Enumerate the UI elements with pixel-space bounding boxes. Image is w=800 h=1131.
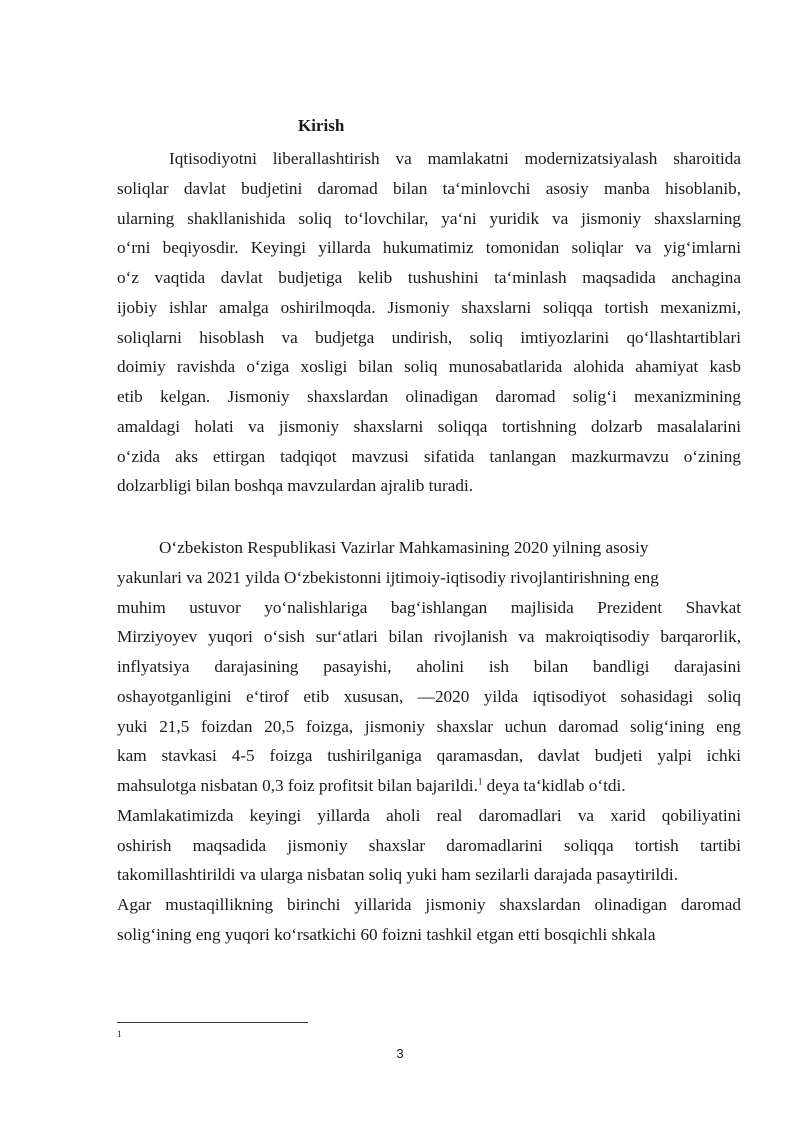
paragraph-line: dolzarbligi bilan boshqa mavzulardan ajralib turadi. bbox=[117, 476, 474, 496]
paragraph-line bbox=[117, 771, 741, 801]
footnote-marker: 1 bbox=[117, 1029, 122, 1039]
paragraph-line: ularning shakllanishida soliq to‘lovchilar, ya‘ni yuridik va jismoniy shaxslarning bbox=[117, 208, 741, 228]
footnote-reference[interactable]: 1 bbox=[477, 776, 483, 787]
paragraph-line: solig‘ining eng yuqori ko‘rsatkichi 60 foizni tashkil etgan etti bosqichli shkala bbox=[117, 924, 656, 944]
paragraph-line: soliqlarni hisoblash va budjetga undirish, soliq imtiyozlarini qo‘llashtartiblari bbox=[117, 327, 741, 347]
paragraph-line: doimiy ravishda o‘ziga xosligi bilan soliq munosabatlarida alohida ahamiyat kasb bbox=[117, 357, 741, 377]
paragraph-line: takomillashtirildi va ularga nisbatan soliq yuki ham sezilarli darajada pasaytirildi. bbox=[117, 865, 678, 885]
paragraph-line: inflyatsiya darajasining pasayishi, aholini ish bilan bandligi darajasini bbox=[117, 657, 741, 676]
paragraph-line-text: mahsulotga nisbatan 0,3 foiz profitsit bilan bajarildi. bbox=[117, 776, 478, 795]
paragraph-line: muhim ustuvor yo‘nalishlariga bag‘ishlangan majlisida Prezident Shavkat bbox=[117, 597, 741, 617]
paragraph-line: o‘rni beqiyosdir. Keyingi yillarda hukumatimiz tomonidan soliqlar va yig‘imlarni bbox=[117, 238, 741, 258]
paragraph-line: yakunlari va 2021 yilda O‘zbekistonni ijtimoiy-iqtisodiy rivojlantirishning eng bbox=[117, 567, 659, 587]
paragraph-line: kam stavkasi 4-5 foizga tushirilganiga qaramasdan, davlat budjeti yalpi ichki bbox=[117, 746, 741, 766]
paragraph-line: Agar mustaqillikning birinchi yillarida jismoniy shaxslardan olinadigan daromad bbox=[117, 895, 741, 914]
paragraph-line: Iqtisodiyotni liberallashtirish va mamlakatni modernizatsiyalash sharoitida bbox=[169, 149, 741, 168]
paragraph-line: ijobiy ishlar amalga oshirilmoqda. Jismoniy shaxslarni soliqqa tortish mexanizmi, bbox=[117, 297, 741, 317]
paragraph-line: Mamlakatimizda keyingi yillarda aholi real daromadlari va xarid qobiliyatini bbox=[117, 805, 741, 825]
paragraph-line: o‘zida aks ettirgan tadqiqot mavzusi sifatida tanlangan mazkurmavzu o‘zining bbox=[117, 446, 741, 466]
page-number: 3 bbox=[396, 1046, 404, 1061]
paragraph-line: O‘zbekiston Respublikasi Vazirlar Mahkamasining 2020 yilning asosiy bbox=[159, 538, 649, 557]
paragraph-line: Mirziyoyev yuqori o‘sish sur‘atlari bilan rivojlanish va makroiqtisodiy barqarorlik, bbox=[117, 627, 741, 647]
paragraph-line: o‘z vaqtida davlat budjetiga kelib tushushini ta‘minlash maqsadida anchagina bbox=[117, 268, 741, 287]
paragraph-line-text: deya ta‘kidlab o‘tdi. bbox=[482, 776, 626, 795]
paragraph-line: yuki 21,5 foizdan 20,5 foizga, jismoniy shaxslar uchun daromad solig‘ining eng bbox=[117, 716, 741, 736]
paragraph-president-statement bbox=[117, 533, 741, 950]
paragraph-introduction bbox=[117, 144, 741, 501]
paragraph-line: amaldagi holati va jismoniy shaxslarni soliqqa tortishning dolzarb masalalarini bbox=[117, 416, 741, 436]
paragraph-line: etib kelgan. Jismoniy shaxslardan olinadigan daromad solig‘i mexanizmining bbox=[117, 387, 741, 406]
footnote-separator bbox=[117, 1022, 308, 1023]
paragraph-line: soliqlar davlat budjetini daromad bilan ta‘minlovchi asosiy manba hisoblanib, bbox=[117, 178, 741, 198]
section-heading: Kirish bbox=[298, 116, 345, 135]
paragraph-line: oshirish maqsadida jismoniy shaxslar daromadlarini soliqqa tortish tartibi bbox=[117, 835, 741, 855]
paragraph-line: oshayotganligini e‘tirof etib xususan, ―2020 yilda iqtisodiyot sohasidagi soliq bbox=[117, 686, 741, 706]
